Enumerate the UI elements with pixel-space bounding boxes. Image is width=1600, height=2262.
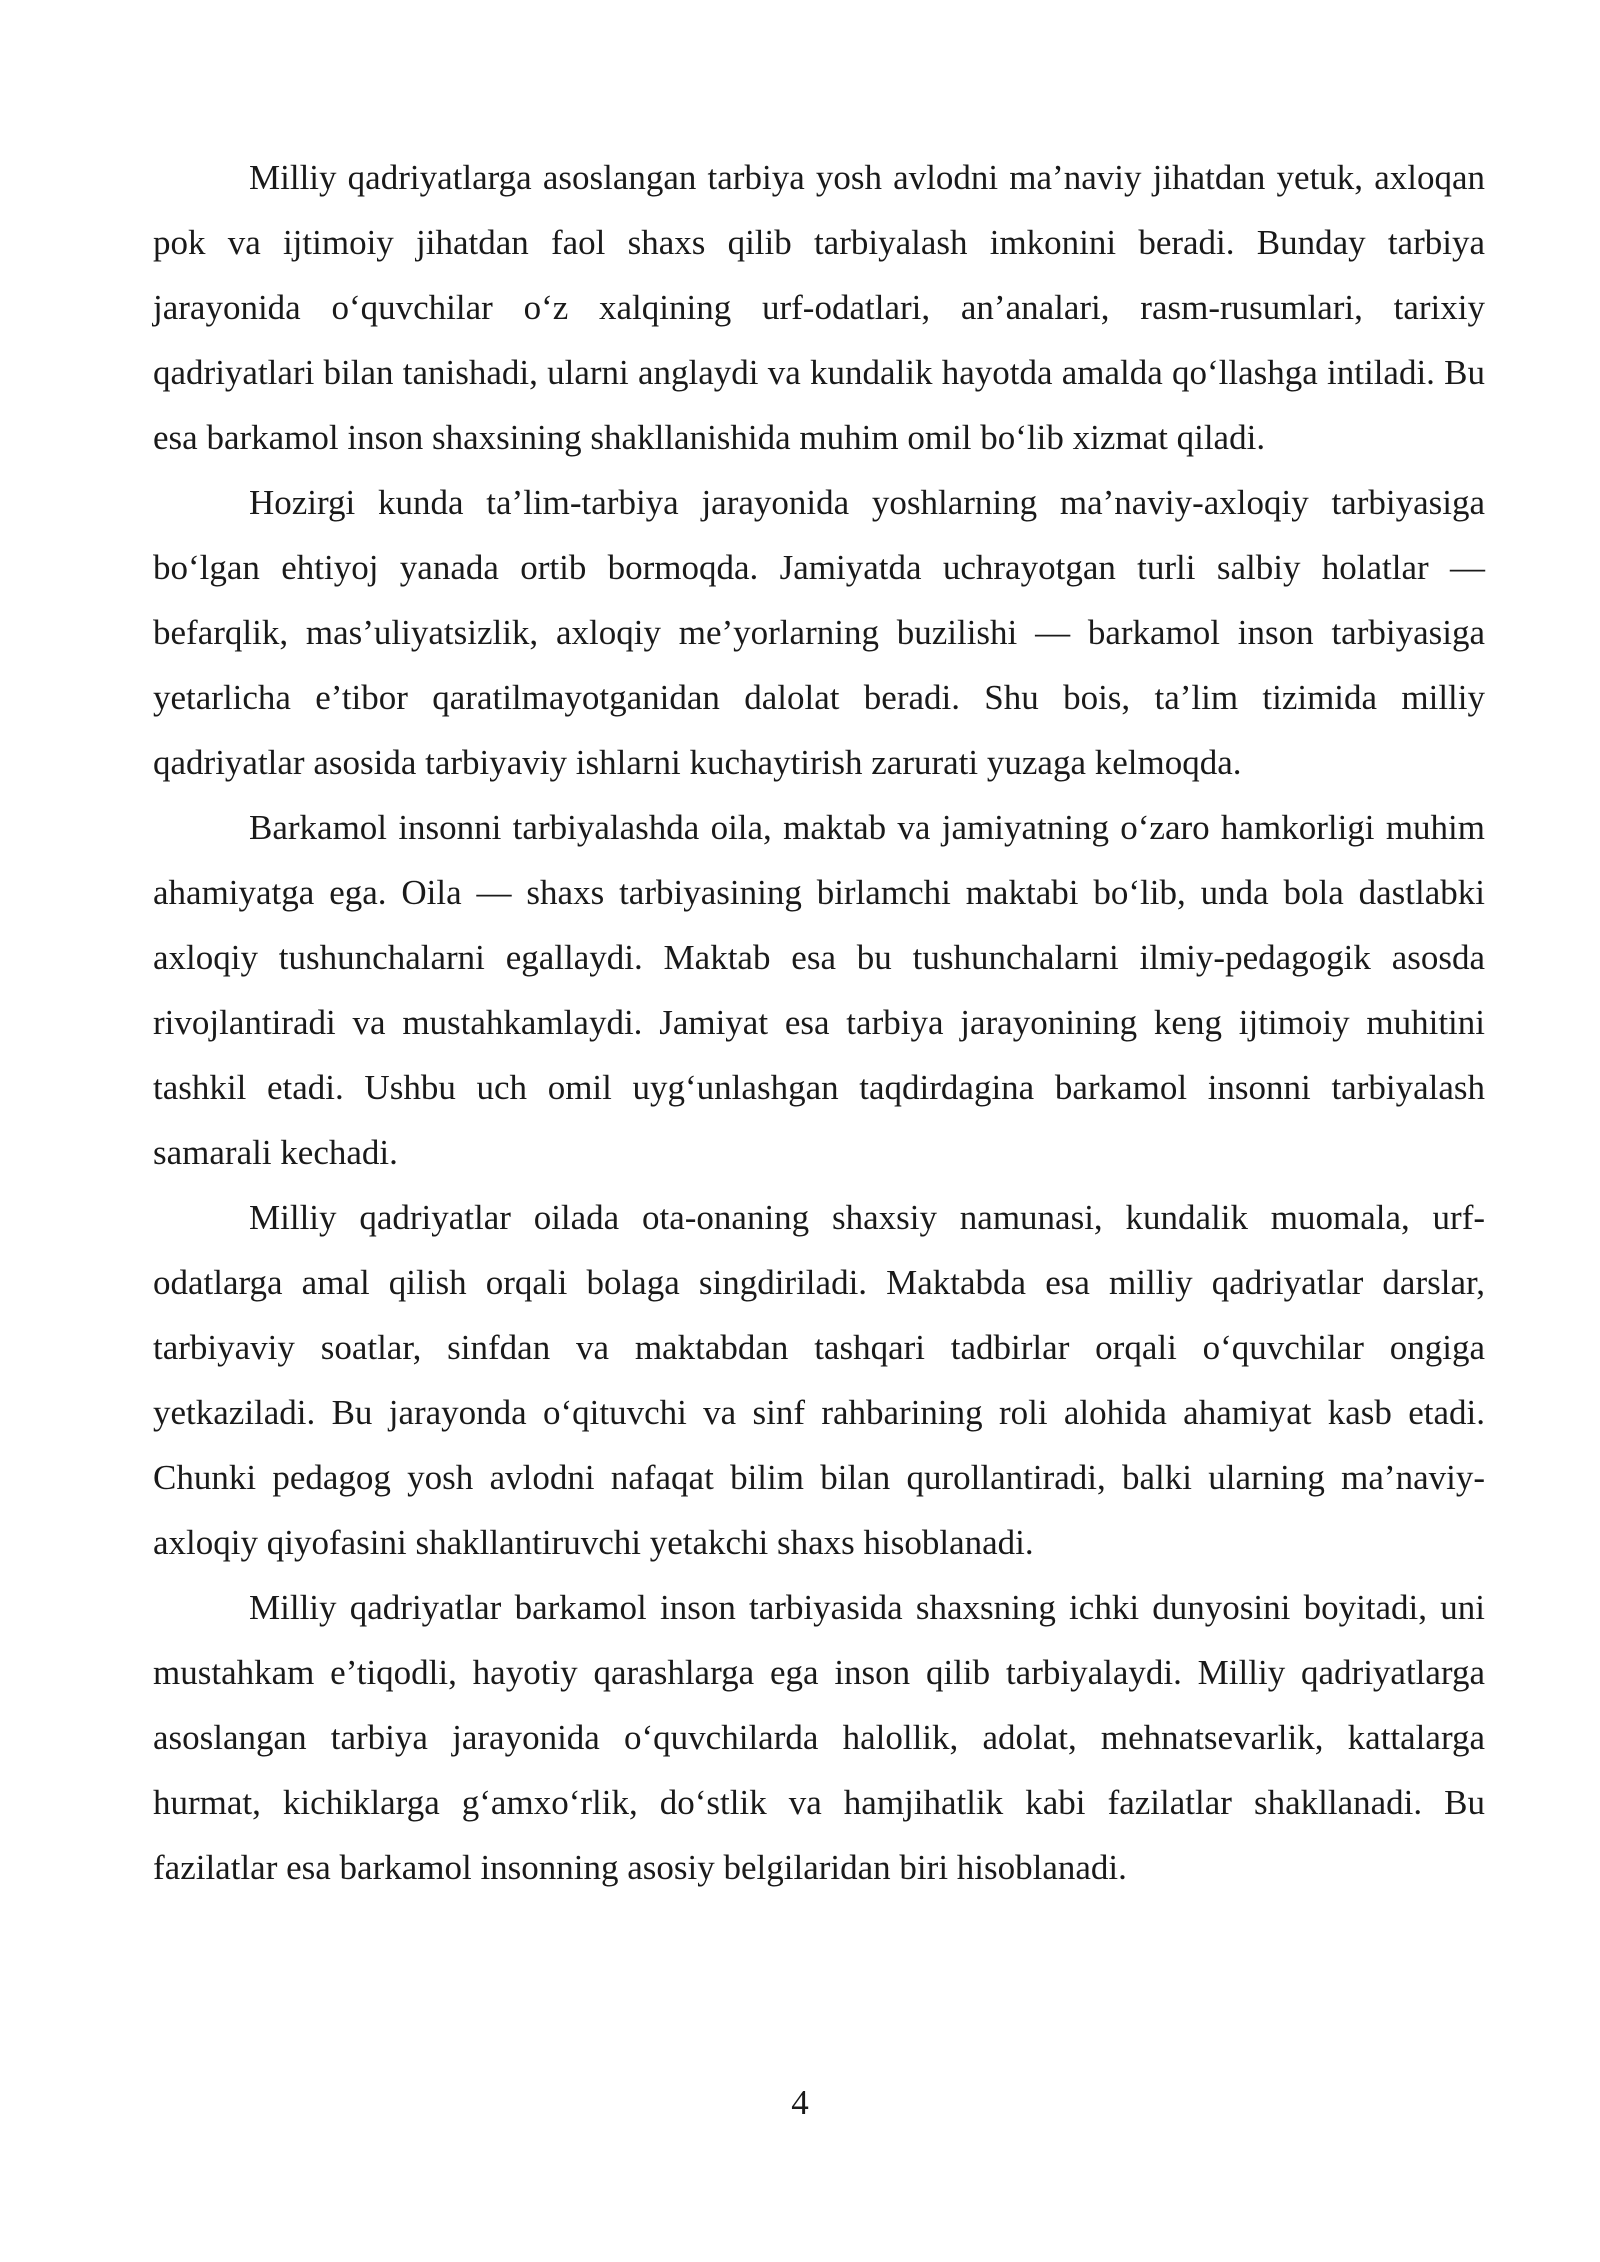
- paragraph-3: Barkamol insonni tarbiyalashda oila, maktab va jamiyatning o‘zaro hamkorligi muhim ahamiyatga ega. Oila — shaxs tarbiyasining birlamchi maktabi bo‘lib, unda bola dastlabki axloqiy tushunchalarni egallaydi. Maktab esa bu tushunchalarni ilmiy-pedagogik asosda rivojlantiradi va mustahkamlaydi. Jamiyat esa tarbiya jarayonining keng ijtimoiy muhitini tashkil etadi. Ushbu uch omil uyg‘unlashgan taqdirdagina barkamol insonni tarbiyalash samarali kechadi.: [153, 808, 1485, 1172]
- document-body: [153, 145, 1485, 1900]
- paragraph-1: Milliy qadriyatlarga asoslangan tarbiya yosh avlodni ma’naviy jihatdan yetuk, axloqan pok va ijtimoiy jihatdan faol shaxs qilib tarbiyalash imkonini beradi. Bunday tarbiya jarayonida o‘quvchilar o‘z xalqining urf-odatlari, an’analari, rasm-rusumlari, tarixiy qadriyatlari bilan tanishadi, ularni anglaydi va kundalik hayotda amalda qo‘llashga intiladi. Bu esa barkamol inson shaxsining shakllanishida muhim omil bo‘lib xizmat qiladi.: [153, 158, 1485, 457]
- paragraph-5: Milliy qadriyatlar barkamol inson tarbiyasida shaxsning ichki dunyosini boyitadi, uni mustahkam e’tiqodli, hayotiy qarashlarga ega inson qilib tarbiyalaydi. Milliy qadriyatlarga asoslangan tarbiya jarayonida o‘quvchilarda halollik, adolat, mehnatsevarlik, kattalarga hurmat, kichiklarga g‘amxo‘rlik, do‘stlik va hamjihatlik kabi fazilatlar shakllanadi. Bu fazilatlar esa barkamol insonning asosiy belgilaridan biri hisoblanadi.: [153, 1588, 1485, 1887]
- paragraph-2: Hozirgi kunda ta’lim-tarbiya jarayonida yoshlarning ma’naviy-axloqiy tarbiyasiga bo‘lgan ehtiyoj yanada ortib bormoqda. Jamiyatda uchrayotgan turli salbiy holatlar — befarqlik, mas’uliyatsizlik, axloqiy me’yorlarning buzilishi — barkamol inson tarbiyasiga yetarlicha e’tibor qaratilmayotganidan dalolat beradi. Shu bois, ta’lim tizimida milliy qadriyatlar asosida tarbiyaviy ishlarni kuchaytirish zarurati yuzaga kelmoqda.: [153, 483, 1485, 782]
- paragraph-4: Milliy qadriyatlar oilada ota-onaning shaxsiy namunasi, kundalik muomala, urf-odatlarga amal qilish orqali bolaga singdiriladi. Maktabda esa milliy qadriyatlar darslar, tarbiyaviy soatlar, sinfdan va maktabdan tashqari tadbirlar orqali o‘quvchilar ongiga yetkaziladi. Bu jarayonda o‘qituvchi va sinf rahbarining roli alohida ahamiyat kasb etadi. Chunki pedagog yosh avlodni nafaqat bilim bilan qurollantiradi, balki ularning ma’naviy-axloqiy qiyofasini shakllantiruvchi yetakchi shaxs hisoblanadi.: [153, 1198, 1485, 1562]
- page-number: 4: [791, 2083, 809, 2122]
